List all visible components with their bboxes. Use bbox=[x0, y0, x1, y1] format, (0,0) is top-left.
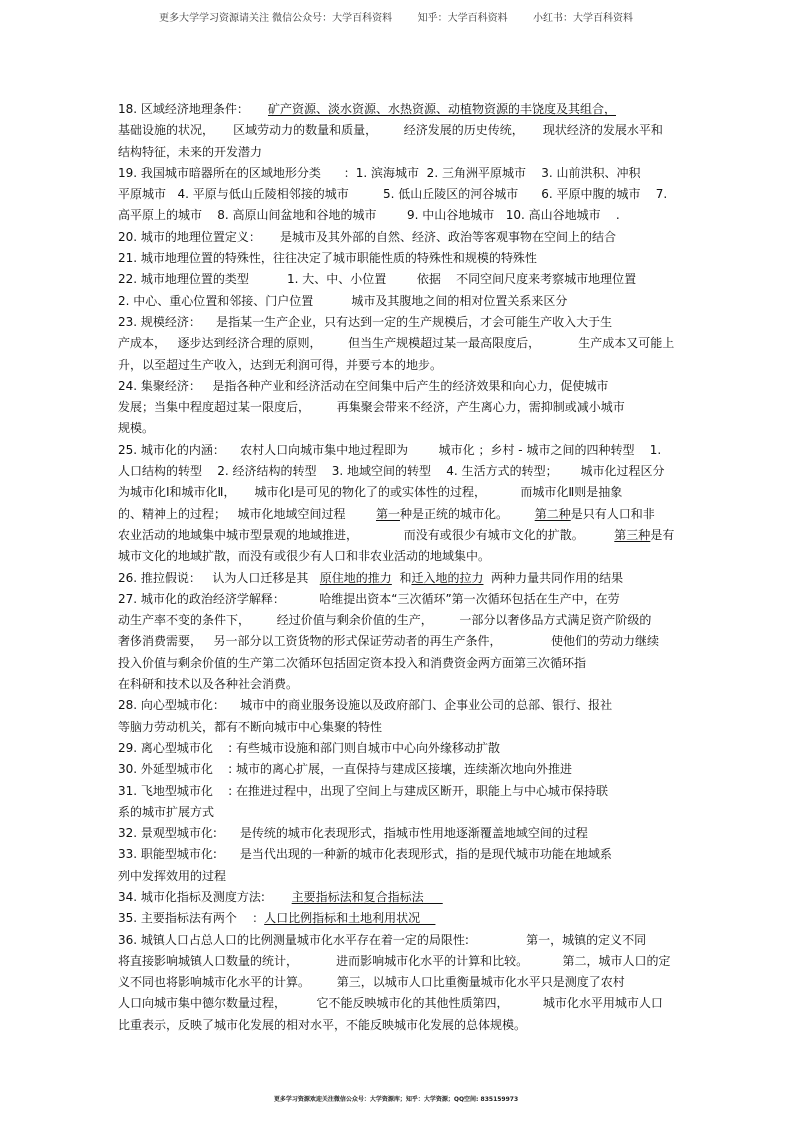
text-line bbox=[118, 397, 674, 418]
text-segment: 是只有人口和非 bbox=[570, 506, 655, 521]
text-line bbox=[118, 163, 674, 184]
text-line bbox=[118, 248, 674, 269]
underlined-text: 人口比例指标和土地利用状况 bbox=[264, 911, 436, 926]
underlined-text: 迁入地的拉力 bbox=[411, 570, 484, 585]
underlined-text: 第二种 bbox=[534, 506, 571, 521]
text-line bbox=[118, 930, 674, 951]
text-line bbox=[118, 120, 674, 141]
text-line bbox=[118, 291, 674, 312]
text-line bbox=[118, 695, 674, 716]
text-segment: 投入价值与剩余价值的生产第二次循环包括固定资本投入和消费资金两方面第三次循环指 bbox=[118, 655, 587, 670]
text-segment: 规模。 bbox=[118, 421, 155, 436]
text-segment: 农业活动的地域集中城市型景观的地域推进， 而没有或很少有城市文化的扩散。 bbox=[118, 527, 615, 542]
text-segment: 19. 我国城市暗器所在的区域地形分类 ：1. 滨海城市 2. 三角洲平原城市 3. 山前洪积、冲积 bbox=[118, 165, 641, 180]
text-segment: 34. 城市化指标及测度方法: bbox=[118, 889, 292, 904]
text-line bbox=[118, 355, 674, 376]
text-line bbox=[118, 759, 674, 780]
text-line bbox=[118, 908, 674, 929]
text-line bbox=[118, 674, 674, 695]
text-segment: 32. 景观型城市化: 是传统的城市化表现形式，指城市性用地逐渐覆盖地域空间的过程 bbox=[118, 826, 588, 841]
text-segment: 21. 城市地理位置的特殊性，往往决定了城市职能性质的特殊性和规模的特殊性 bbox=[118, 251, 537, 266]
text-segment: 人口结构的转型 2. 经济结构的转型 3. 地域空间的转型 4. 生活方式的转型； 城市化过程区分 bbox=[118, 464, 665, 479]
text-segment: 为城市化Ⅰ和城市化Ⅱ， 城市化Ⅰ是可见的物化了的或实体性的过程， 而城市化Ⅱ则是抽象 bbox=[118, 485, 623, 500]
text-line bbox=[118, 376, 674, 397]
text-segment: 27. 城市化的政治经济学解释： 哈维提出资本“三次循环”第一次循环包括在生产中，在劳 bbox=[118, 591, 620, 606]
text-segment: 26. 推拉假说： 认为人口迁移是其 bbox=[118, 570, 320, 585]
text-line bbox=[118, 993, 674, 1014]
text-line bbox=[118, 99, 674, 120]
text-segment: 33. 职能型城市化: 是当代出现的一种新的城市化表现形式，指的是现代城市功能在地域系 bbox=[118, 847, 612, 862]
text-segment: 30. 外延型城市化 : 城市的离心扩展，一直保持与建成区接壤，连续渐次地向外推进 bbox=[118, 762, 573, 777]
text-segment: 高平原上的城市 8. 高原山间盆地和谷地的城市 9. 中山谷地城市 10. 高山谷地城市 . bbox=[118, 208, 620, 223]
text-segment: 24. 集聚经济： 是指各种产业和经济活动在空间集中后产生的经济效果和向心力，促使城市 bbox=[118, 378, 609, 393]
text-line bbox=[118, 184, 674, 205]
text-segment: 31. 飞地型城市化 : 在推进过程中，出现了空间上与建成区断开，职能上与中心城市保持联 bbox=[118, 783, 609, 798]
text-line bbox=[118, 333, 674, 354]
text-segment: 25. 城市化的内涵： 农村人口向城市集中地过程即为 城市化 ；乡村 - 城市之间的四种转型 1. bbox=[118, 442, 662, 457]
text-line bbox=[118, 440, 674, 461]
text-line bbox=[118, 738, 674, 759]
text-line bbox=[118, 781, 674, 802]
text-line bbox=[118, 461, 674, 482]
text-segment: 平原城市 4. 平原与低山丘陵相邻接的城市 5. 低山丘陵区的河谷城市 6. 平原中腹的城市 7. bbox=[118, 187, 668, 202]
text-segment: 在科研和技术以及各种社会消费。 bbox=[118, 677, 299, 692]
text-segment: 人口向城市集中德尔数量过程， 它不能反映城市化的其他性质第四， 城市化水平用城市人口 bbox=[118, 996, 663, 1011]
text-line bbox=[118, 312, 674, 333]
underlined-text: 第一 bbox=[375, 506, 400, 521]
text-segment: 是有 bbox=[650, 527, 675, 542]
text-line bbox=[118, 269, 674, 290]
text-segment: 产成本， 逐步达到经济合理的原则， 但当生产规模超过某一最高限度后， 生产成本又可能上 bbox=[118, 336, 675, 351]
text-line bbox=[118, 631, 674, 652]
text-line bbox=[118, 568, 674, 589]
text-line bbox=[118, 844, 674, 865]
text-line bbox=[118, 866, 674, 887]
text-line bbox=[118, 227, 674, 248]
text-line bbox=[118, 418, 674, 439]
text-segment: 两种力量共同作用的结果 bbox=[483, 570, 624, 585]
text-line bbox=[118, 142, 674, 163]
page-header: 更多大学学习资源请关注 微信公众号：大学百科资料 知乎：大学百科资料 小红书：大学百科资料 bbox=[158, 13, 634, 24]
text-segment: 发展；当集中程度超过某一限度后， 再集聚会带来不经济，产生离心力，需抑制或减小城市 bbox=[118, 400, 625, 415]
text-segment: 系的城市扩展方式 bbox=[118, 804, 215, 819]
text-line bbox=[118, 482, 674, 503]
text-segment: 城市文化的地域扩散，而没有或很少有人口和非农业活动的地域集中。 bbox=[118, 549, 491, 564]
text-segment: 结构特征，未来的开发潜力 bbox=[118, 144, 263, 159]
text-line bbox=[118, 972, 674, 993]
page-footer: 更多学习资源欢迎关注微信公众号：大学资源库；知乎：大学资源；QQ空间: 835159973 bbox=[273, 1096, 519, 1103]
text-segment: 列中发挥效用的过程 bbox=[118, 868, 227, 883]
text-line bbox=[118, 205, 674, 226]
text-segment: 比重表示，反映了城市化发展的相对水平，不能反映城市化发展的总体规模。 bbox=[118, 1017, 527, 1032]
text-segment: 2. 中心、重心位置和邻接、门户位置 城市及其腹地之间的相对位置关系来区分 bbox=[118, 293, 568, 308]
document-body bbox=[118, 99, 674, 1036]
text-segment: 动生产率不变的条件下， 经过价值与剩余价值的生产， 一部分以奢侈品方式满足资产阶级的 bbox=[118, 613, 652, 628]
underlined-text: 第三种 bbox=[614, 527, 651, 542]
text-line bbox=[118, 1015, 674, 1036]
text-line bbox=[118, 589, 674, 610]
text-segment: 义不同也将影响城市化水平的计算。 第三，以城市人口比重衡量城市化水平只是测度了农村 bbox=[118, 975, 625, 990]
text-segment: 将直接影响城镇人口数量的统计， 进而影响城市化水平的计算和比较。 第二，城市人口的定 bbox=[118, 953, 671, 968]
text-line bbox=[118, 546, 674, 567]
text-segment: 奢侈消费需要， 另一部分以工资货物的形式保证劳动者的再生产条件， 使他们的劳动力继续 bbox=[118, 634, 660, 649]
text-line bbox=[118, 504, 674, 525]
text-segment: 35. 主要指标法有两个 ： bbox=[118, 911, 265, 926]
text-segment: 升，以至超过生产收入，达到无利润可得，并要亏本的地步。 bbox=[118, 357, 443, 372]
text-segment: 基础设施的状况， 区域劳动力的数量和质量， 经济发展的历史传统， 现状经济的发展水平和 bbox=[118, 123, 663, 138]
text-segment: 23. 规模经济： 是指某一生产企业，只有达到一定的生产规模后，才会可能生产收入大于生 bbox=[118, 314, 613, 329]
text-line bbox=[118, 951, 674, 972]
text-segment: 等脑力劳动机关，都有不断向城市中心集聚的特性 bbox=[118, 719, 383, 734]
text-segment: 36. 城镇人口占总人口的比例测量城市化水平存在着一定的局限性: 第一，城镇的定义不同 bbox=[118, 932, 647, 947]
text-line bbox=[118, 653, 674, 674]
text-line bbox=[118, 802, 674, 823]
underlined-text: 原住地的推力 bbox=[319, 570, 392, 585]
text-line bbox=[118, 525, 674, 546]
text-line bbox=[118, 823, 674, 844]
text-segment: 29. 离心型城市化 : 有些城市设施和部门则自城市中心向外缘移动扩散 bbox=[118, 740, 501, 755]
text-segment: 22. 城市地理位置的类型 1. 大、中、小位置 依据 不同空间尺度来考察城市地理位置 bbox=[118, 272, 637, 287]
text-segment: 18. 区域经济地理条件： bbox=[118, 102, 268, 116]
text-line bbox=[118, 610, 674, 631]
underlined-text: 主要指标法和复合指标法 bbox=[291, 889, 443, 904]
text-segment: 28. 向心型城市化： 城市中的商业服务设施以及政府部门、企事业公司的总部、银行、报社 bbox=[118, 698, 613, 713]
text-segment: 和 bbox=[391, 570, 412, 585]
text-segment: 20. 城市的地理位置定义： 是城市及其外部的自然、经济、政治等客观事物在空间上的结合 bbox=[118, 229, 616, 244]
text-segment: 种是正统的城市化。 bbox=[399, 506, 535, 521]
underlined-text: 矿产资源、淡水资源、水热资源、动植物资源的丰饶度及其组合， bbox=[267, 102, 616, 116]
text-line bbox=[118, 887, 674, 908]
text-line bbox=[118, 717, 674, 738]
text-segment: 的、精神上的过程； 城市化地域空间过程 bbox=[118, 506, 376, 521]
